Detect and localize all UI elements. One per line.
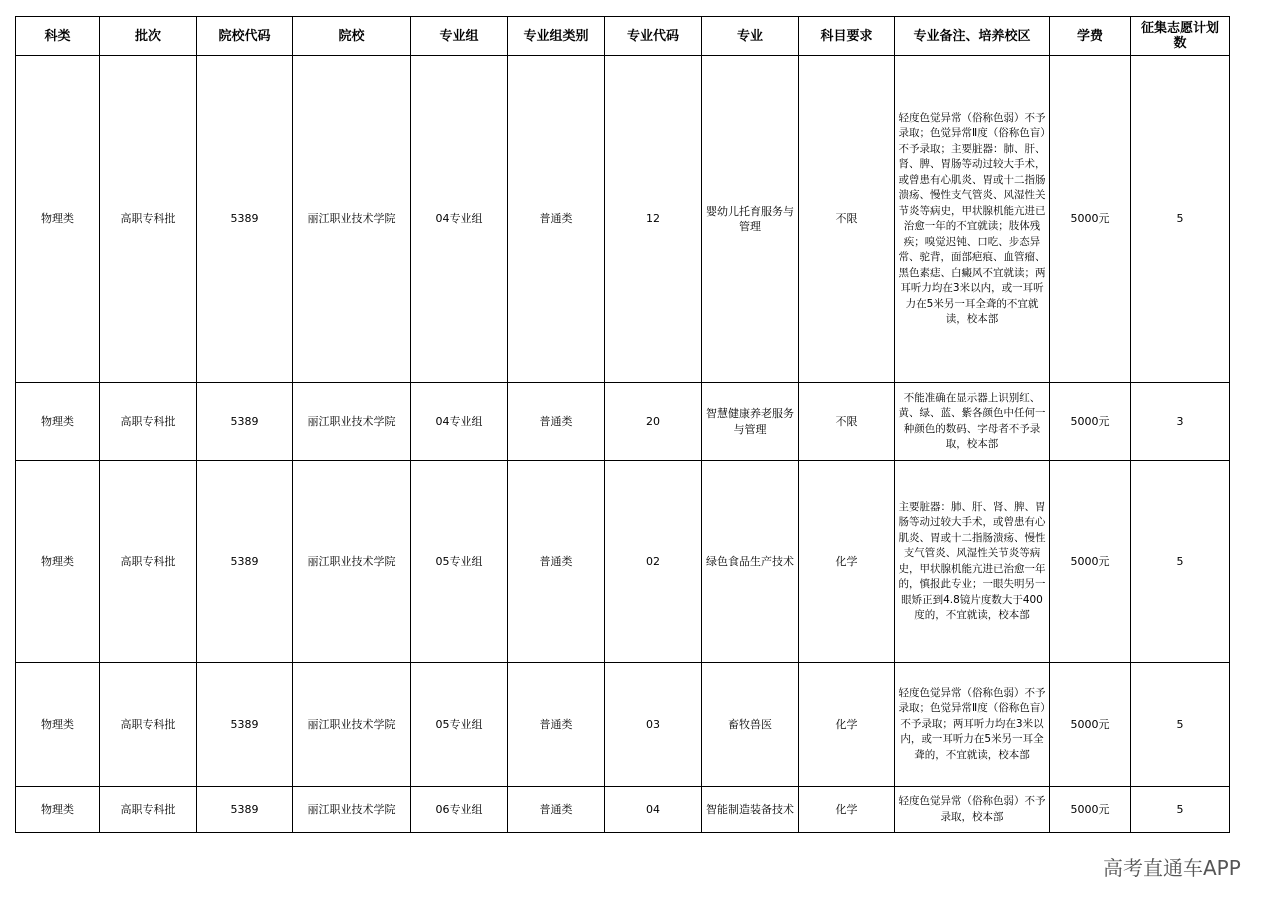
cell-tuition: 5000元 <box>1050 56 1131 383</box>
cell-batch: 高职专科批 <box>100 787 197 833</box>
cell-tuition: 5000元 <box>1050 461 1131 663</box>
header-tuition: 学费 <box>1050 17 1131 56</box>
cell-note: 不能准确在显示器上识别红、黄、绿、蓝、紫各颜色中任何一种颜色的数码、字母者不予录取，校本部 <box>895 383 1050 461</box>
cell-category: 物理类 <box>16 383 100 461</box>
cell-major: 智慧健康养老服务与管理 <box>702 383 799 461</box>
header-school: 院校 <box>293 17 411 56</box>
table-row <box>16 461 1230 663</box>
header-plan: 征集志愿计划数 <box>1131 17 1230 56</box>
cell-group: 05专业组 <box>411 663 508 787</box>
cell-major: 绿色食品生产技术 <box>702 461 799 663</box>
cell-school: 丽江职业技术学院 <box>293 787 411 833</box>
admission-table <box>15 16 1230 833</box>
cell-plan: 5 <box>1131 787 1230 833</box>
cell-school-code: 5389 <box>197 383 293 461</box>
header-group-type: 专业组类别 <box>508 17 605 56</box>
cell-category: 物理类 <box>16 461 100 663</box>
header-note: 专业备注、培养校区 <box>895 17 1050 56</box>
table-row <box>16 383 1230 461</box>
cell-batch: 高职专科批 <box>100 56 197 383</box>
cell-group: 06专业组 <box>411 787 508 833</box>
cell-plan: 5 <box>1131 56 1230 383</box>
cell-major-code: 04 <box>605 787 702 833</box>
cell-group-type: 普通类 <box>508 56 605 383</box>
cell-major-code: 03 <box>605 663 702 787</box>
header-batch: 批次 <box>100 17 197 56</box>
cell-major: 婴幼儿托育服务与管理 <box>702 56 799 383</box>
cell-category: 物理类 <box>16 56 100 383</box>
table-row <box>16 663 1230 787</box>
cell-note: 轻度色觉异常（俗称色弱）不予录取；色觉异常Ⅱ度（俗称色盲）不予录取；主要脏器：肺、肝、肾、脾、胃肠等动过较大手术，或曾患有心肌炎、胃或十二指肠溃疡、慢性支气管炎、风湿性关节炎等病史，甲状腺机能亢进已治愈一年的不宜就读；肢体残疾；嗅觉迟钝、口吃、步态异常、驼背，面部疤痕、血管瘤、黑色素痣、白癜风不宜就读；两耳听力均在3米以内，或一耳听力在5米另一耳全聋的不宜就读，校本部 <box>895 56 1050 383</box>
cell-group: 04专业组 <box>411 383 508 461</box>
cell-major-code: 20 <box>605 383 702 461</box>
cell-major: 智能制造装备技术 <box>702 787 799 833</box>
cell-tuition: 5000元 <box>1050 383 1131 461</box>
cell-school-code: 5389 <box>197 663 293 787</box>
cell-batch: 高职专科批 <box>100 383 197 461</box>
cell-category: 物理类 <box>16 787 100 833</box>
table-header-row <box>16 17 1230 56</box>
cell-major: 畜牧兽医 <box>702 663 799 787</box>
cell-group-type: 普通类 <box>508 461 605 663</box>
cell-batch: 高职专科批 <box>100 663 197 787</box>
cell-subject-req: 不限 <box>799 383 895 461</box>
cell-category: 物理类 <box>16 663 100 787</box>
header-group: 专业组 <box>411 17 508 56</box>
cell-school: 丽江职业技术学院 <box>293 461 411 663</box>
cell-note: 轻度色觉异常（俗称色弱）不予录取；色觉异常Ⅱ度（俗称色盲）不予录取；两耳听力均在3米以内，或一耳听力在5米另一耳全聋的，不宜就读，校本部 <box>895 663 1050 787</box>
header-subject-req: 科目要求 <box>799 17 895 56</box>
cell-group: 05专业组 <box>411 461 508 663</box>
watermark-text: 高考直通车APP <box>1103 856 1241 880</box>
cell-tuition: 5000元 <box>1050 663 1131 787</box>
cell-subject-req: 化学 <box>799 787 895 833</box>
cell-note: 主要脏器：肺、肝、肾、脾、胃肠等动过较大手术，或曾患有心肌炎、胃或十二指肠溃疡、慢性支气管炎、风湿性关节炎等病史，甲状腺机能亢进已治愈一年的，慎报此专业；一眼失明另一眼矫正到4.8镜片度数大于400度的，不宜就读，校本部 <box>895 461 1050 663</box>
table-row <box>16 56 1230 383</box>
cell-subject-req: 化学 <box>799 461 895 663</box>
cell-group: 04专业组 <box>411 56 508 383</box>
cell-school: 丽江职业技术学院 <box>293 56 411 383</box>
cell-school-code: 5389 <box>197 56 293 383</box>
cell-plan: 3 <box>1131 383 1230 461</box>
table-row <box>16 787 1230 833</box>
cell-group-type: 普通类 <box>508 787 605 833</box>
header-school-code: 院校代码 <box>197 17 293 56</box>
cell-school: 丽江职业技术学院 <box>293 663 411 787</box>
cell-major-code: 02 <box>605 461 702 663</box>
cell-tuition: 5000元 <box>1050 787 1131 833</box>
cell-major-code: 12 <box>605 56 702 383</box>
cell-school: 丽江职业技术学院 <box>293 383 411 461</box>
cell-subject-req: 化学 <box>799 663 895 787</box>
header-category: 科类 <box>16 17 100 56</box>
cell-school-code: 5389 <box>197 461 293 663</box>
cell-batch: 高职专科批 <box>100 461 197 663</box>
cell-plan: 5 <box>1131 663 1230 787</box>
cell-subject-req: 不限 <box>799 56 895 383</box>
cell-group-type: 普通类 <box>508 383 605 461</box>
header-major: 专业 <box>702 17 799 56</box>
cell-note: 轻度色觉异常（俗称色弱）不予录取，校本部 <box>895 787 1050 833</box>
cell-school-code: 5389 <box>197 787 293 833</box>
cell-plan: 5 <box>1131 461 1230 663</box>
cell-group-type: 普通类 <box>508 663 605 787</box>
header-major-code: 专业代码 <box>605 17 702 56</box>
